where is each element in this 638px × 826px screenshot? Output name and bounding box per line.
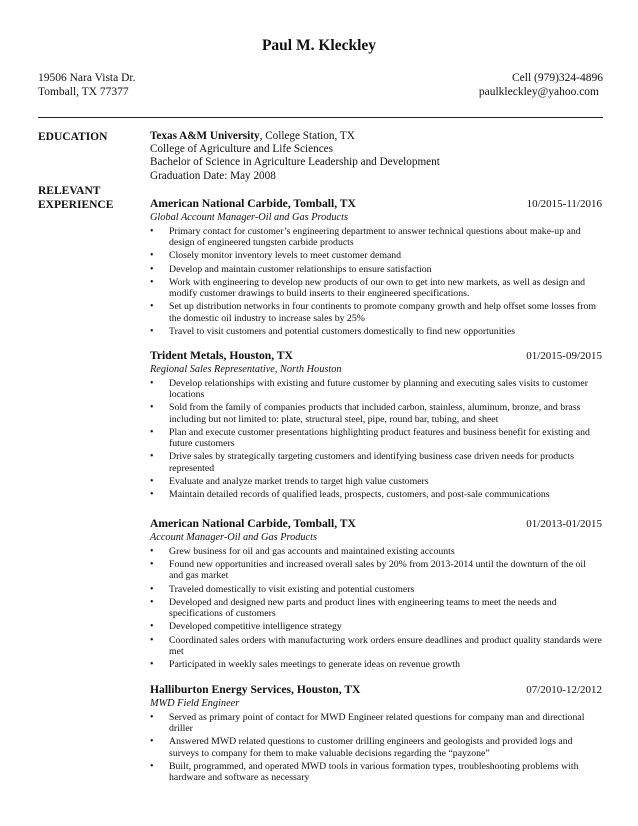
job-entry	[150, 683, 602, 785]
bullet-item: • Developed competitive intelligence strategy	[150, 621, 602, 632]
job-title: Regional Sales Representative, North Houston	[150, 364, 342, 375]
school-name: Texas A&M University	[150, 130, 260, 142]
bullet-item: • Sold from the family of companies products that included carbon, stainless, aluminum, bronze, and brass including but not limited to: plate, structural steel, pipe, round bar, tubing, and sheet	[150, 402, 602, 425]
bullet-item: • Grew business for oil and gas accounts and maintained existing accounts	[150, 546, 602, 557]
contact-line-2	[38, 86, 603, 98]
phone-number: Cell (979)324-4896	[511, 72, 603, 84]
header-divider	[38, 117, 603, 118]
experience-label-line2: EXPERIENCE	[38, 199, 114, 211]
job-title: MWD Field Engineer	[150, 698, 240, 709]
bullet-item: • Answered MWD related questions to customer drilling engineers and geologists and provided logs and surveys to company for them to make valuable decisions regarding the “payzone”	[150, 736, 602, 759]
job-dates: 01/2015-09/2015	[526, 350, 602, 362]
bullet-item: • Served as primary point of contact for MWD Engineer related questions for company man and directional driller	[150, 712, 602, 735]
experience-label	[38, 184, 113, 212]
bullet-item: • Develop and maintain customer relationships to ensure satisfaction	[150, 264, 602, 275]
education-block	[150, 130, 440, 183]
job-entry	[150, 517, 602, 672]
degree: Bachelor of Science in Agriculture Leadership and Development	[150, 156, 440, 169]
address-street: 19506 Nara Vista Dr.	[38, 72, 136, 84]
bullet-item: • Participated in weekly sales meetings to generate ideas on revenue growth	[150, 659, 602, 670]
candidate-name: Paul M. Kleckley	[261, 37, 377, 54]
bullet-item: • Coordinated sales orders with manufacturing work orders ensure deadlines and product quality standards were met	[150, 635, 602, 658]
education-label: EDUCATION	[38, 131, 108, 143]
bullet-item: • Developed and designed new parts and product lines with engineering teams to meet the needs and specifications of customers	[150, 597, 602, 620]
company-name: Halliburton Energy Services, Houston, TX	[150, 683, 361, 696]
company-name: American National Carbide, Tomball, TX	[150, 517, 356, 530]
contact-line-1	[38, 72, 603, 84]
bullet-item: • Built, programmed, and operated MWD tools in various formation types, troubleshooting problems with hardware and software as necessary	[150, 761, 602, 784]
job-dates: 01/2013-01/2015	[526, 518, 602, 530]
bullet-item: • Traveled domestically to visit existing and potential customers	[150, 584, 602, 595]
bullet-item: • Closely monitor inventory levels to meet customer demand	[150, 250, 602, 261]
college-name: College of Agriculture and Life Sciences	[150, 143, 333, 156]
job-bullets	[150, 226, 602, 337]
bullet-item: • Travel to visit customers and potential customers domestically to find new opportunities	[150, 326, 602, 337]
job-dates: 07/2010-12/2012	[526, 684, 602, 696]
job-bullets	[150, 546, 602, 670]
bullet-item: • Plan and execute customer presentations highlighting product features and business benefit for existing and future customers	[150, 427, 602, 450]
experience-label-line1: RELEVANT	[38, 185, 101, 197]
job-title: Account Manager-Oil and Gas Products	[150, 532, 317, 543]
company-name: American National Carbide, Tomball, TX	[150, 197, 356, 210]
job-entry	[150, 197, 602, 339]
bullet-item: • Evaluate and analyze market trends to target high value customers	[150, 476, 602, 487]
graduation-date: Graduation Date: May 2008	[150, 169, 276, 182]
job-bullets	[150, 712, 602, 784]
school-location: , College Station, TX	[259, 130, 355, 142]
bullet-item: • Primary contact for customer’s engineering department to answer technical questions about make-up and design of engineered tungsten carbide products	[150, 226, 602, 249]
bullet-item: • Work with engineering to develop new products of our own to get into new markets, as well as design and modify customer drawings to build inserts to their engineered specifications.	[150, 277, 602, 300]
job-title: Global Account Manager-Oil and Gas Products	[150, 212, 348, 223]
bullet-item: • Found new opportunities and increased overall sales by 20% from 2013-2014 until the downturn of the oil and gas market	[150, 559, 602, 582]
bullet-item: • Drive sales by strategically targeting customers and identifying business case driven needs for products represented	[150, 451, 602, 474]
address-city: Tomball, TX 77377	[38, 86, 129, 98]
bullet-item: • Set up distribution networks in four continents to promote company growth and help offset some losses from the domestic oil industry to increase sales by 25%	[150, 301, 602, 324]
company-name: Trident Metals, Houston, TX	[150, 349, 293, 362]
job-entry	[150, 349, 602, 502]
job-bullets	[150, 378, 602, 500]
bullet-item: • Maintain detailed records of qualified leads, prospects, customers, and post-sale communications	[150, 489, 602, 500]
bullet-item: • Develop relationships with existing and future customer by planning and executing sales visits to customer locations	[150, 378, 602, 401]
job-dates: 10/2015-11/2016	[526, 198, 602, 210]
email-address[interactable]: paulkleckley@yahoo.com	[478, 86, 599, 98]
